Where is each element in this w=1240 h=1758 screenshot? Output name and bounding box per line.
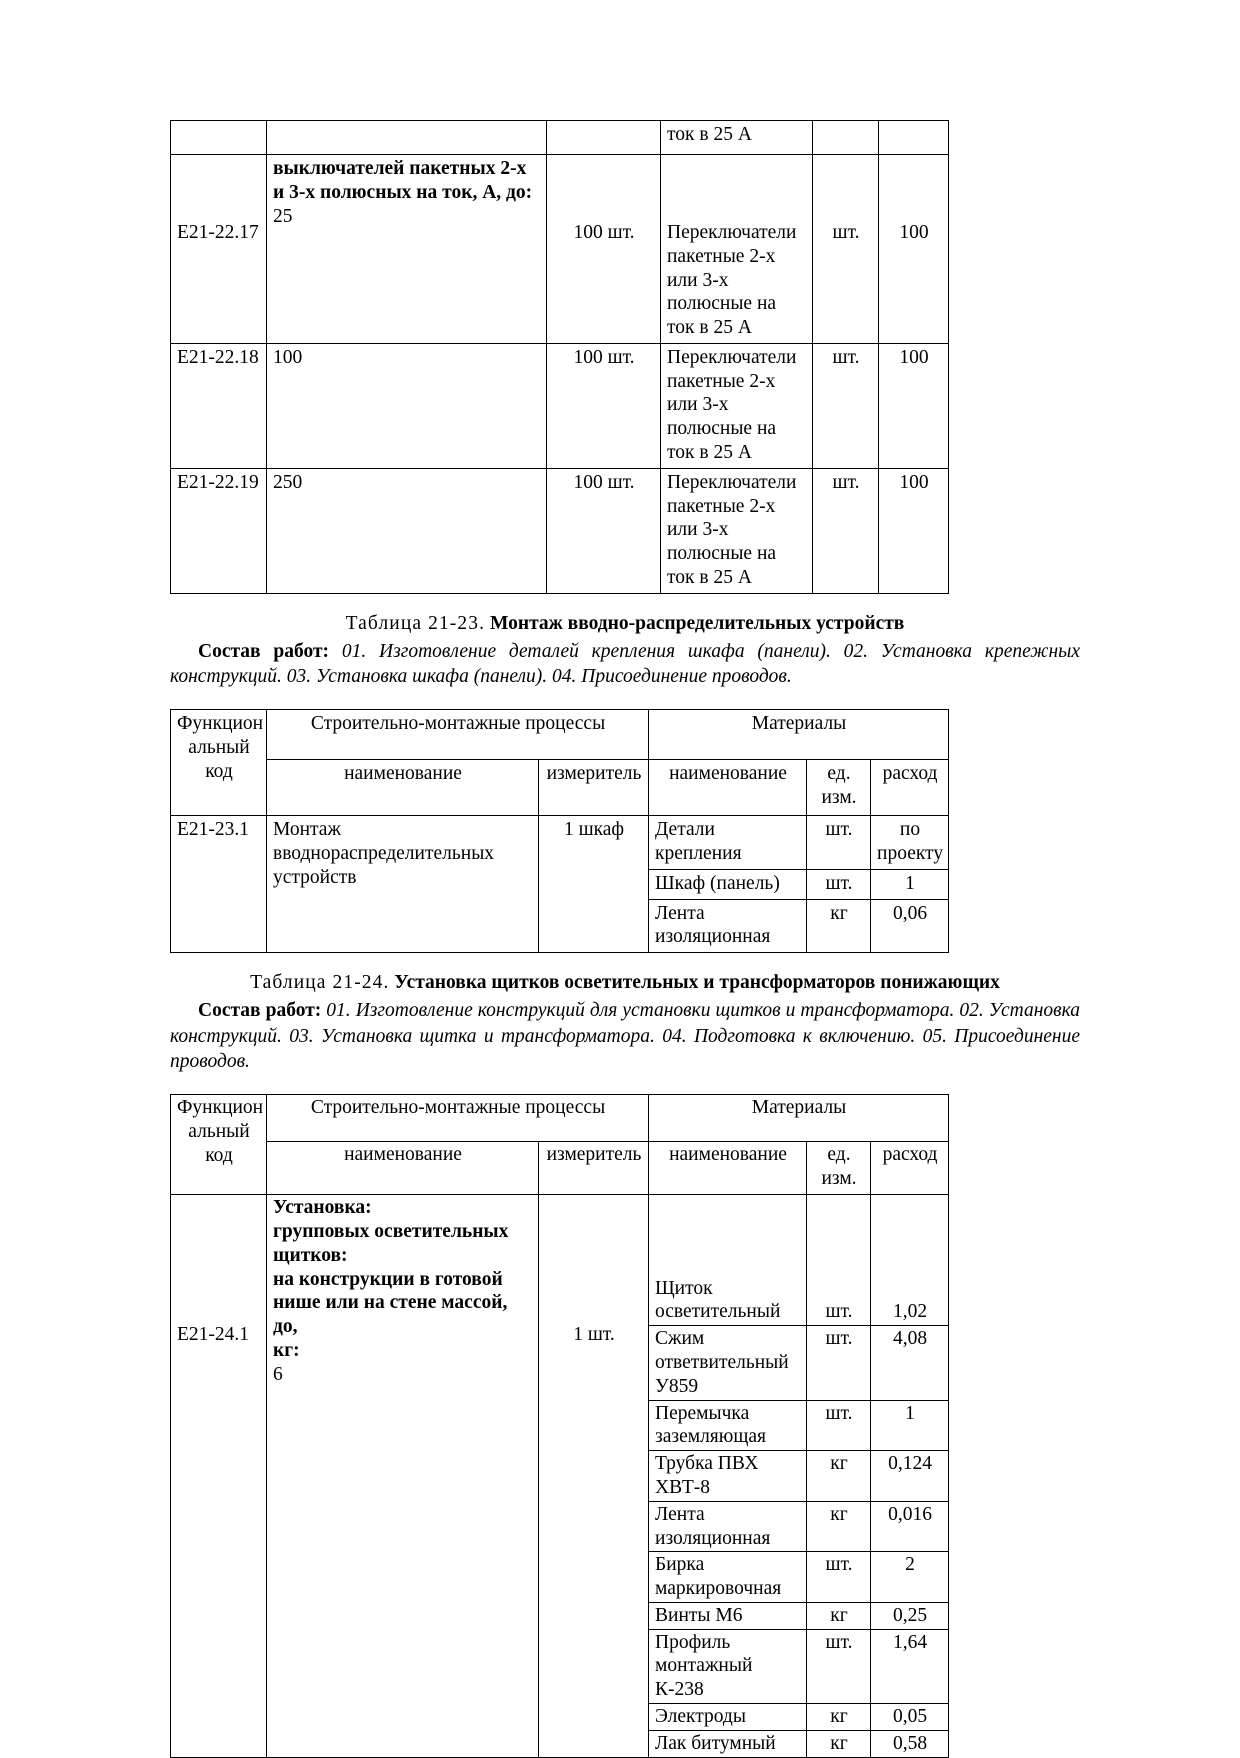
cell-material: Шкаф (панель): [649, 869, 807, 899]
header-processes: Строительно-монтажные процессы: [267, 710, 649, 760]
table-row: [171, 468, 949, 593]
header-process-name: наименование: [267, 760, 539, 816]
caption-label: Таблица 21-23.: [345, 612, 486, 634]
compose-works-21-23: [170, 639, 1080, 690]
unit-value: шт.: [825, 1301, 853, 1323]
cell-unit: шт.: [807, 1629, 871, 1703]
header-unit: [807, 1142, 871, 1195]
compose-text: 01. Изготовление конструкций для установки щитков и трансформатора. 02. Установка конструкций. 03. Установка щитка и трансформатора. 04. Подготовка к включению. 05. Присоединение проводов.: [170, 1000, 1080, 1072]
table-21-23: [170, 709, 949, 953]
compose-works-21-24: [170, 998, 1080, 1074]
compose-label: Состав работ:: [198, 640, 330, 662]
cell-unit: [813, 155, 879, 344]
cell-unit: кг: [807, 1501, 871, 1552]
cell-meter: 100 шт.: [547, 343, 661, 468]
header-unit-line1: ед.: [827, 1144, 851, 1166]
cell-unit: кг: [807, 1703, 871, 1730]
cell-rate: 0,25: [871, 1602, 949, 1629]
process-bold-line: нише или на стене массой, до,: [273, 1292, 508, 1338]
cell-rate: 0,06: [871, 899, 949, 953]
caption-table-21-23: [170, 612, 1080, 637]
cell-unit: шт.: [807, 1326, 871, 1400]
cell-material: Винты М6: [649, 1602, 807, 1629]
caption-label: Таблица 21-24.: [250, 972, 390, 994]
table-header-row: [171, 760, 949, 816]
cell-material: Сжим ответвительный У859: [649, 1326, 807, 1400]
meter-value: 1 шт.: [573, 1324, 615, 1346]
cell-code: Е21-22.19: [171, 468, 267, 593]
table-header-row: [171, 1095, 949, 1142]
cell-unit: шт.: [807, 869, 871, 899]
cell-rate: 1,64: [871, 1629, 949, 1703]
cell-unit: шт.: [807, 1400, 871, 1451]
header-code-line3: код: [205, 1144, 233, 1166]
unit-value: шт.: [832, 222, 860, 243]
cell-unit: шт.: [813, 343, 879, 468]
cell-unit: кг: [807, 899, 871, 953]
cell-material: Переключатели пакетные 2-х или 3-х полюсные на ток в 25 А: [661, 343, 813, 468]
header-code-line2: альный: [188, 737, 250, 759]
caption-title: Установка щитков осветительных и трансформаторов понижающих: [394, 972, 1000, 994]
cell-rate: 4,08: [871, 1326, 949, 1400]
process-value: 6: [273, 1363, 283, 1385]
caption-title: Монтаж вводно-распределительных устройств: [489, 612, 905, 634]
table-row: [171, 343, 949, 468]
cell-rate: 0,124: [871, 1451, 949, 1502]
table-header-row: [171, 1142, 949, 1195]
compose-text: 01. Изготовление деталей крепления шкафа (панели). 02. Установка крепежных конструкций. 03. Установка шкафа (панели). 04. Присоединение проводов.: [170, 640, 1080, 688]
header-code-line1: Функцион: [177, 713, 264, 735]
header-materials: Материалы: [649, 710, 949, 760]
cell-code: Е21-22.18: [171, 343, 267, 468]
table-header-row: [171, 710, 949, 760]
cell-material: Детали крепления: [649, 816, 807, 870]
header-code-line1: Функцион: [177, 1097, 264, 1119]
cell-unit: шт.: [807, 816, 871, 870]
cell-material: Лак битумный: [649, 1730, 807, 1757]
cell-process: [267, 155, 547, 344]
header-code-line3: код: [205, 760, 233, 782]
cell-unit: [807, 1195, 871, 1326]
header-functional-code: [171, 1095, 267, 1195]
process-bold-block: [273, 1196, 533, 1362]
cell-meter: 1 шкаф: [539, 816, 649, 953]
header-unit: [807, 760, 871, 816]
cell-process: [267, 1195, 539, 1757]
header-unit-line1: ед.: [827, 763, 851, 785]
cell-process: Монтаж вводнораспределительных устройств: [267, 816, 539, 953]
qty-value: 100: [899, 222, 929, 243]
cell-rate: 2: [871, 1552, 949, 1603]
cell-rate: 1: [871, 1400, 949, 1451]
table-row: [171, 816, 949, 870]
cell-rate: 0,016: [871, 1501, 949, 1552]
cell-rate: по проекту: [871, 816, 949, 870]
functional-code: Е21-24.1: [177, 1324, 250, 1346]
cell-unit: шт.: [807, 1552, 871, 1603]
cell-material: [661, 155, 813, 344]
header-rate: расход: [871, 1142, 949, 1195]
process-bold-line: Установка:: [273, 1197, 372, 1219]
cell-material: [649, 1195, 807, 1326]
cell-qty: 100: [879, 343, 949, 468]
cell-qty: [879, 121, 949, 155]
meter-value: 100 шт.: [573, 222, 635, 243]
header-materials: Материалы: [649, 1095, 949, 1142]
header-processes: Строительно-монтажные процессы: [267, 1095, 649, 1142]
cell-process: 100: [267, 343, 547, 468]
compose-label: Состав работ:: [198, 1000, 322, 1022]
process-bold-line: щитков:: [273, 1244, 348, 1266]
header-material-name: наименование: [649, 1142, 807, 1195]
header-rate: расход: [871, 760, 949, 816]
material-name: Щиток осветительный: [655, 1277, 781, 1323]
cell-unit: кг: [807, 1451, 871, 1502]
cell-qty: [879, 155, 949, 344]
cell-material: Переключатели пакетные 2-х или 3-х полюсные на ток в 25 А: [661, 468, 813, 593]
process-bold: выключателей пакетных 2-х и 3-х полюсных на ток, А, до:: [273, 158, 533, 203]
material-name: Переключатели пакетные 2-х или 3-х полюсные на ток в 25 А: [667, 222, 797, 339]
cell-qty: 100: [879, 468, 949, 593]
cell-unit: [813, 121, 879, 155]
table-21-22-continued: [170, 120, 949, 594]
cell-material: Трубка ПВХ ХВТ-8: [649, 1451, 807, 1502]
cell-material: Лента изоляционная: [649, 1501, 807, 1552]
cell-material: Перемычка заземляющая: [649, 1400, 807, 1451]
table-row: [171, 121, 949, 155]
caption-table-21-24: [170, 971, 1080, 996]
cell-material: Электроды: [649, 1703, 807, 1730]
cell-material: Лента изоляционная: [649, 899, 807, 953]
cell-unit: кг: [807, 1730, 871, 1757]
cell-material: Профиль монтажный К-238: [649, 1629, 807, 1703]
cell-code: Е21-23.1: [171, 816, 267, 953]
header-functional-code: [171, 710, 267, 816]
cell-meter: 100 шт.: [547, 468, 661, 593]
cell-meter: [547, 155, 661, 344]
cell-process: 250: [267, 468, 547, 593]
header-material-name: наименование: [649, 760, 807, 816]
cell-rate: 1: [871, 869, 949, 899]
header-unit-line2: изм.: [821, 1168, 857, 1190]
header-meter: измеритель: [539, 1142, 649, 1195]
rate-value: 1,02: [892, 1301, 928, 1323]
cell-rate: 0,58: [871, 1730, 949, 1757]
cell-meter: [547, 121, 661, 155]
cell-process: [267, 121, 547, 155]
header-code-line2: альный: [188, 1121, 250, 1143]
process-bold-line: кг:: [273, 1339, 300, 1361]
cell-code: [171, 155, 267, 344]
cell-rate: [871, 1195, 949, 1326]
cell-code: [171, 121, 267, 155]
header-unit-line2: изм.: [821, 787, 857, 809]
cell-meter: [539, 1195, 649, 1757]
header-meter: измеритель: [539, 760, 649, 816]
process-bold-line: на конструкции в готовой: [273, 1268, 503, 1290]
process-bold-line: групповых осветительных: [273, 1221, 509, 1243]
table-21-24: [170, 1094, 949, 1757]
cell-unit: шт.: [813, 468, 879, 593]
cell-material: ток в 25 А: [661, 121, 813, 155]
table-row: [171, 155, 949, 344]
functional-code: Е21-22.17: [177, 222, 259, 243]
header-process-name: наименование: [267, 1142, 539, 1195]
cell-unit: кг: [807, 1602, 871, 1629]
process-value: 25: [273, 205, 293, 227]
cell-rate: 0,05: [871, 1703, 949, 1730]
cell-code: [171, 1195, 267, 1757]
table-row: [171, 1195, 949, 1326]
cell-material: Бирка маркировочная: [649, 1552, 807, 1603]
